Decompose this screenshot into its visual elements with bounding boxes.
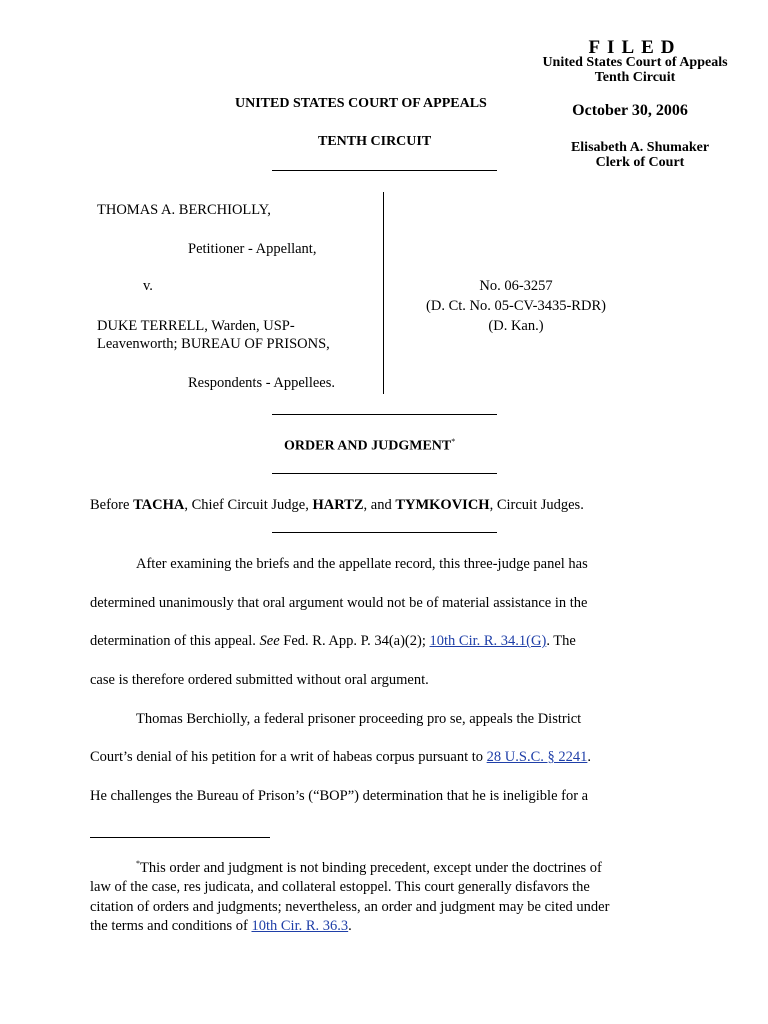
body-p1-line3-a: determination of this appeal. (90, 633, 260, 649)
circuit-name: TENTH CIRCUIT (318, 134, 432, 149)
body-p1-line2: determined unanimously that oral argument would not be of material assistance in the (90, 595, 588, 611)
filed-word: FILED (588, 37, 682, 58)
body-p2-line1: Thomas Berchiolly, a federal prisoner proceeding pro se, appeals the District (136, 711, 582, 727)
body-p1-line1: After examining the briefs and the appellate record, this three-judge panel has (136, 556, 588, 572)
footnote-line4 (90, 917, 690, 937)
panel-chief-title: , Chief Circuit Judge, (184, 497, 313, 513)
district-case-number: (D. Ct. No. 05-CV-3435-RDR) (426, 298, 606, 314)
respondent-line1: DUKE TERRELL, Warden, USP- (97, 318, 295, 334)
panel-and: , and (363, 497, 396, 513)
body-p1-line3-b: Fed. R. App. P. 34(a)(2); (279, 633, 430, 649)
rule-34-1-link[interactable]: 10th Cir. R. 34.1(G) (429, 633, 547, 649)
body-p2-line3: He challenges the Bureau of Prison’s (“BOP”) determination that he is ineligible for a (90, 788, 589, 804)
title-text: ORDER AND JUDGMENT (284, 438, 452, 454)
filed-date: October 30, 2006 (572, 102, 688, 119)
body-p1-line3 (90, 633, 576, 650)
body-p2-line2-a: Court’s denial of his petition for a writ of habeas corpus pursuant to (90, 749, 487, 765)
district: (D. Kan.) (488, 318, 544, 334)
see-signal: See (259, 633, 280, 649)
header-divider (272, 170, 497, 171)
footnote-line1-text: This order and judgment is not binding precedent, except under the doctrines of (140, 859, 602, 876)
panel-line (90, 497, 584, 514)
filed-stamp (530, 37, 740, 85)
caption-divider (383, 192, 384, 394)
respondent-role: Respondents - Appellees. (188, 375, 335, 391)
clerk-title: Clerk of Court (595, 155, 685, 170)
judge-tacha: TACHA (133, 497, 185, 513)
petitioner-name: THOMAS A. BERCHIOLLY, (97, 202, 271, 218)
footnote (90, 854, 690, 937)
judge-tymkovich: TYMKOVICH (395, 497, 490, 513)
footnote-line4-b: . (348, 918, 352, 935)
versus: v. (143, 278, 153, 294)
court-name: UNITED STATES COURT OF APPEALS (235, 96, 487, 111)
body-p1-line3-c: . The (546, 633, 576, 649)
footnote-mark: * (136, 859, 140, 868)
footnote-line1 (90, 854, 690, 878)
panel-bottom-rule (272, 532, 497, 533)
footnote-rule (90, 837, 270, 838)
body-p1-line4: case is therefore ordered submitted without oral argument. (90, 672, 429, 688)
clerk-block (540, 140, 740, 170)
usc-2241-link[interactable]: 28 U.S.C. § 2241 (486, 749, 588, 765)
title-bottom-rule (272, 473, 497, 474)
filed-court-line2: Tenth Circuit (594, 70, 676, 85)
case-number: No. 06-3257 (479, 278, 553, 294)
title-footnote-mark: * (451, 437, 456, 446)
respondent-line2: Leavenworth; BUREAU OF PRISONS, (97, 336, 330, 352)
panel-end: , Circuit Judges. (489, 497, 584, 513)
filed-court-line1: United States Court of Appeals (542, 55, 728, 70)
footnote-line4-a: the terms and conditions of (90, 918, 252, 935)
document-title (284, 437, 455, 455)
rule-36-3-link[interactable]: 10th Cir. R. 36.3 (251, 918, 349, 935)
panel-before: Before (90, 497, 134, 513)
clerk-name: Elisabeth A. Shumaker (570, 140, 710, 155)
footnote-line2: law of the case, res judicata, and collateral estoppel. This court generally disfavors the (90, 879, 590, 896)
caption-bottom-rule (272, 414, 497, 415)
body-p2-line2-b: . (587, 749, 591, 765)
petitioner-role: Petitioner - Appellant, (188, 241, 317, 257)
body-p2-line2 (90, 749, 591, 766)
footnote-line3: citation of orders and judgments; nevertheless, an order and judgment may be cited under (90, 898, 610, 915)
judge-hartz: HARTZ (312, 497, 364, 513)
